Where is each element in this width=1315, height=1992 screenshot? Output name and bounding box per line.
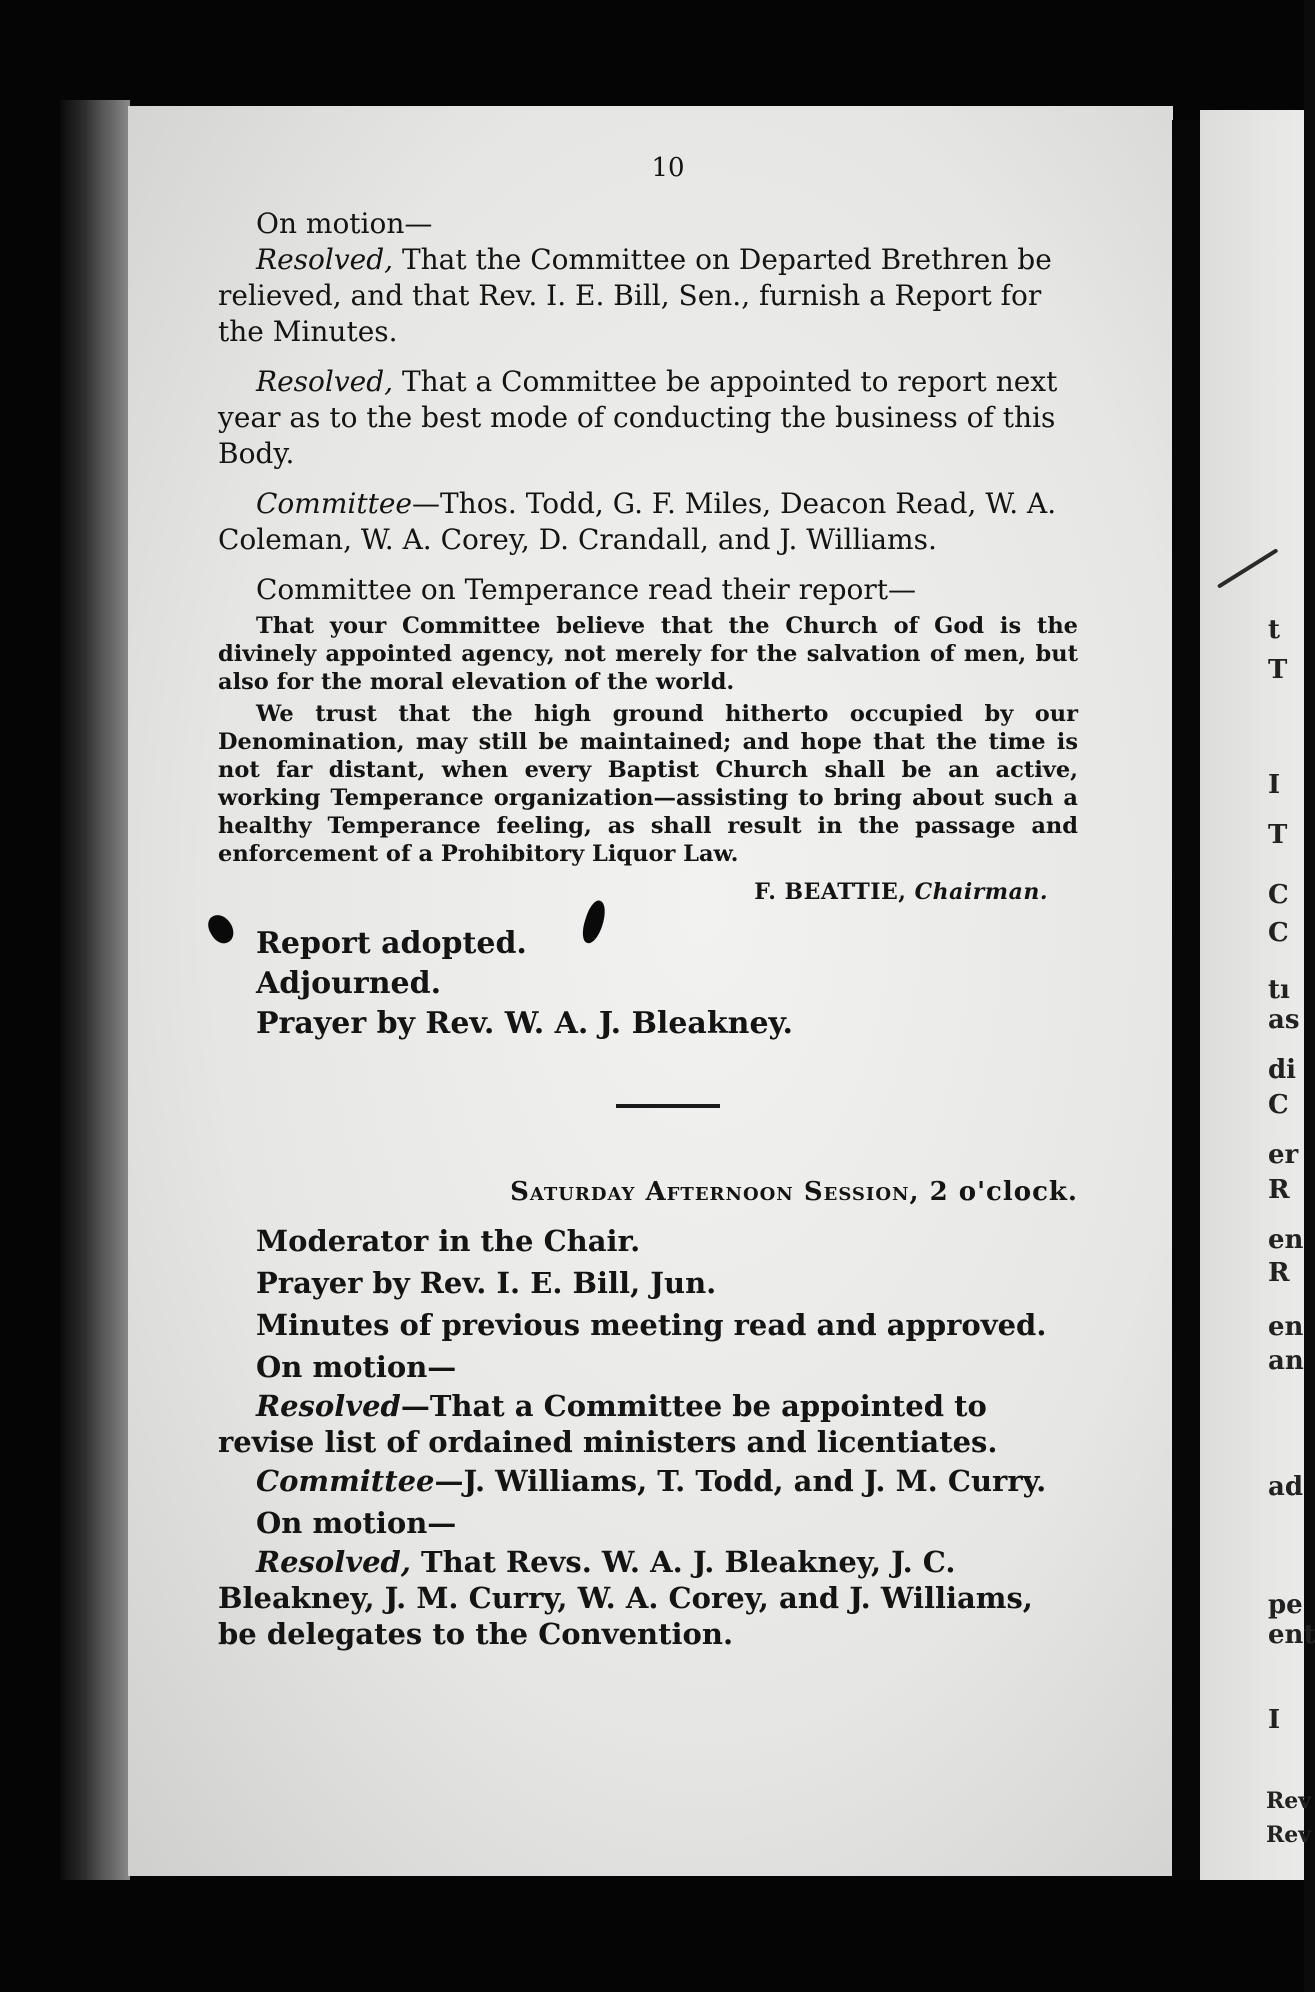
resolved-lead: Resolved, [256,243,394,276]
resolution-text: That the Committee on Departed Brethren be relieved, and that Rev. I. E. Bill, Sen., furnish a Report for the Minutes. [218,243,1052,348]
moderator-line: Moderator in the Chair. [256,1224,641,1258]
book-spine [60,100,130,1880]
resolution-text: That Revs. W. A. J. Bleakney, J. C. Bleakney, J. M. Curry, W. A. Corey, and J. Williams, be delegates to the Convention. [218,1545,1033,1651]
temperance-heading: Committee on Temperance read their report— [256,573,916,606]
adjacent-fragment: I [1268,1705,1281,1735]
report-paragraph: We trust that the high ground hitherto occupied by our Denomination, may still be maintained; and hope that the time is not far distant, when every Baptist Church shall be an active, working Temperance organization—assisting to bring about such a healthy Temperance feeling, as shall result in the passage and enforcement of a Prohibitory Liquor Law. [218,701,1078,867]
signature-name: F. BEATTIE, [754,879,907,905]
adjacent-fragment: an [1268,1346,1304,1376]
adjacent-fragment: ent [1268,1620,1315,1650]
signature-title: Chairman. [914,879,1048,905]
adjacent-fragment: as [1268,1005,1300,1035]
resolved-lead: Resolved [256,1389,401,1423]
adjacent-fragment: Rev [1266,1822,1312,1848]
adjacent-fragment: er [1268,1140,1299,1170]
on-motion-line: On motion— [256,1506,457,1540]
report-paragraph: That your Committee believe that the Church of God is the divinely appointed agency, not merely for the salvation of men, but also for the moral elevation of the world. [218,613,1078,695]
committee-lead: Committee [256,487,412,520]
committee-members: —Thos. Todd, G. F. Miles, Deacon Read, W. A. Coleman, W. A. Corey, D. Crandall, and J. Williams. [218,487,1057,556]
adjacent-fragment: tı [1268,975,1290,1005]
adjacent-fragment: C [1268,918,1289,948]
report-signature [218,874,1048,910]
minutes-line: Minutes of previous meeting read and approved. [256,1308,1047,1342]
session-heading [218,1174,1078,1210]
session-heading-part: Afternoon [645,1177,794,1207]
resolution-text: That a Committee be appointed to report next year as to the best mode of conducting the business of this Body. [218,365,1058,470]
committee-paragraph [218,486,1078,558]
report-adopted-line: Report adopted. [256,926,527,961]
resolution-paragraph [218,1544,1078,1652]
adjacent-fragment: T [1268,655,1288,685]
adjacent-fragment: R [1268,1175,1290,1205]
committee-paragraph [218,1460,1078,1502]
prayer-line: Prayer by Rev. W. A. J. Bleakney. [256,1006,793,1041]
adjacent-fragment: en [1268,1225,1304,1255]
adjacent-fragment: en [1268,1312,1304,1342]
adjacent-fragment: C [1268,880,1289,910]
adjacent-fragment: C [1268,1090,1289,1120]
session-heading-day: Saturday [510,1177,636,1207]
resolution-paragraph [218,1388,1078,1460]
prayer-line: Prayer by Rev. I. E. Bill, Jun. [256,1266,717,1300]
page-gutter [1172,120,1202,1880]
adjacent-fragment: Rev [1266,1788,1312,1814]
adjacent-fragment: R [1268,1258,1290,1288]
page-number: 10 [651,153,685,183]
resolution-paragraph [218,242,1078,350]
resolution-text: —That a Committee be appointed to revise list of ordained ministers and licentiates. [218,1389,998,1459]
resolved-lead: Resolved, [256,1545,411,1579]
adjacent-fragment: I [1268,770,1281,800]
adjacent-page-edge [1200,110,1315,1880]
section-divider [616,1104,720,1108]
adjourned-line: Adjourned. [256,966,442,1001]
page-content [218,150,1078,1652]
adjacent-fragment: ad [1268,1472,1304,1502]
resolved-lead: Resolved, [256,365,394,398]
on-motion-line: On motion— [256,207,433,240]
afternoon-session-body [218,1220,1078,1652]
session-heading-time: 2 o'clock. [929,1177,1078,1207]
session-heading-word: Session, [803,1177,920,1207]
adjacent-fragment: di [1268,1055,1297,1085]
committee-members: —J. Williams, T. Todd, and J. M. Curry. [434,1464,1047,1498]
committee-lead: Committee [256,1464,435,1498]
resolution-paragraph [218,364,1078,472]
adjacent-fragment: T [1268,820,1288,850]
adjacent-fragment: t [1268,615,1281,645]
adjacent-fragment: pe [1268,1590,1303,1620]
on-motion-line: On motion— [256,1350,457,1384]
